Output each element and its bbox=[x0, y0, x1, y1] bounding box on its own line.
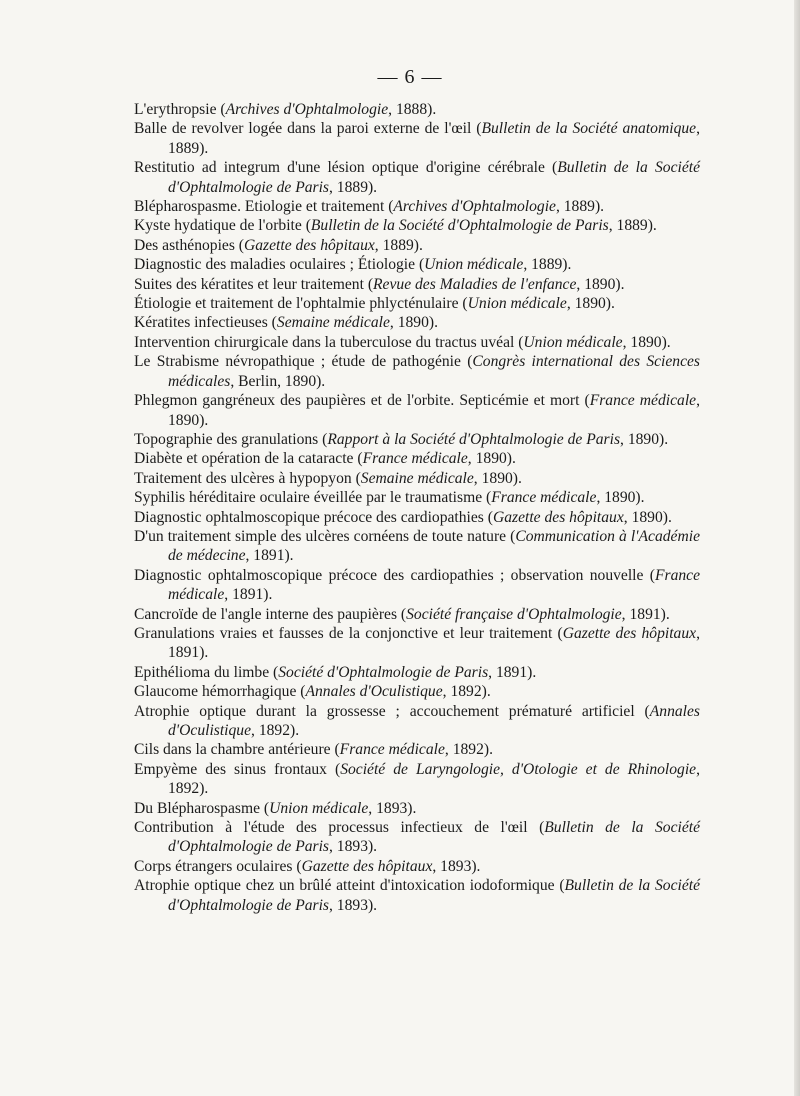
entry-text: , 1890). bbox=[620, 430, 669, 448]
bibliography-entry bbox=[134, 430, 700, 449]
entry-source: Union médicale bbox=[269, 799, 369, 817]
entry-text: Du Blépharospasme ( bbox=[134, 799, 270, 817]
entry-text: , 1888). bbox=[388, 101, 437, 118]
entry-text: , 1893). bbox=[368, 799, 417, 817]
entry-text: Restitutio ad integrum d'une lésion optique d'origine cérébrale ( bbox=[134, 159, 558, 177]
bibliography-entry bbox=[134, 100, 700, 119]
entry-text: , 1889). bbox=[608, 217, 657, 235]
bibliography-entry bbox=[134, 333, 700, 352]
entry-source: Gazette des hôpitaux bbox=[562, 624, 697, 642]
entry-text: Contribution à l'étude des processus infectieux de l'œil ( bbox=[134, 819, 545, 837]
bibliography-entry bbox=[134, 294, 700, 313]
bibliography-entry bbox=[134, 624, 700, 663]
entry-text: Diagnostic des maladies oculaires ; Étiologie ( bbox=[134, 256, 425, 274]
entry-text: , 1893). bbox=[432, 857, 481, 875]
bibliography-entry bbox=[134, 508, 700, 527]
entry-text: , 1890). bbox=[467, 450, 516, 468]
entry-source: Union médicale bbox=[467, 295, 567, 313]
entry-text: , 1889). bbox=[168, 120, 700, 157]
bibliography-entry bbox=[134, 236, 700, 255]
entry-source: Annales d'Oculistique bbox=[305, 683, 443, 701]
page-number: — 6 — bbox=[377, 66, 443, 88]
entry-text: Topographie des granulations ( bbox=[134, 430, 328, 448]
entry-text: Empyème des sinus frontaux ( bbox=[134, 760, 341, 778]
entry-text: Granulations vraies et fausses de la conjonctive et leur traitement ( bbox=[134, 624, 563, 642]
bibliography-entry bbox=[134, 158, 700, 197]
entry-source: Société de Laryngologie, d'Otologie et de Rhinologie bbox=[340, 760, 697, 778]
entry-source: Union médicale bbox=[523, 333, 623, 351]
entry-text: , 1891). bbox=[488, 663, 537, 681]
entry-text: , 1890). bbox=[623, 508, 672, 526]
entry-source: Bulletin de la Société d'Ophtalmologie de Paris bbox=[168, 877, 700, 914]
entry-text: Syphilis héréditaire oculaire éveillée par le traumatisme ( bbox=[134, 489, 492, 507]
entry-text: Kyste hydatique de l'orbite ( bbox=[134, 217, 311, 235]
entry-source: France médicale bbox=[589, 392, 697, 410]
entry-text: D'un traitement simple des ulcères cornéens de toute nature ( bbox=[134, 527, 516, 545]
entry-text: Des asthénopies ( bbox=[134, 236, 244, 254]
entry-text: Phlegmon gangréneux des paupières et de l'orbite. Septicémie et mort ( bbox=[134, 392, 590, 410]
entry-source: Revue des Maladies de l'enfance bbox=[373, 275, 577, 293]
entry-source: Archives d'Ophtalmologie bbox=[225, 101, 389, 118]
entry-text: Cancroïde de l'angle interne des paupières ( bbox=[134, 605, 407, 623]
entry-text: , 1890). bbox=[168, 392, 700, 429]
entry-text: , 1891). bbox=[621, 605, 670, 623]
entry-source: Bulletin de la Société d'Ophtalmologie de Paris bbox=[168, 159, 700, 196]
entry-text: , 1889). bbox=[523, 256, 572, 274]
entry-text: Kératites infectieuses ( bbox=[134, 314, 277, 332]
entry-text: Le Strabisme névropathique ; étude de pathogénie ( bbox=[134, 353, 473, 371]
entry-text: , 1892). bbox=[444, 741, 493, 759]
bibliography-entry bbox=[134, 663, 700, 682]
entry-text: , 1892). bbox=[168, 760, 700, 798]
entry-text: Traitement des ulcères à hypopyon ( bbox=[134, 469, 361, 487]
entry-text: Balle de revolver logée dans la paroi externe de l'œil ( bbox=[134, 120, 482, 138]
entry-text: Diagnostic ophtalmoscopique précoce des cardiopathies ( bbox=[134, 508, 493, 526]
entry-text: Cils dans la chambre antérieure ( bbox=[134, 741, 340, 759]
entry-source: Semaine médicale bbox=[276, 314, 390, 332]
bibliography-entry bbox=[134, 818, 700, 857]
entry-source: Semaine médicale bbox=[360, 469, 474, 487]
entry-text: , 1891). bbox=[168, 624, 700, 662]
entry-text: L'erythropsie ( bbox=[134, 101, 226, 118]
entry-text: , 1890). bbox=[596, 489, 645, 507]
bibliography-entry bbox=[134, 740, 700, 759]
bibliography-entry bbox=[134, 566, 700, 605]
entry-text: Blépharospasme. Etiologie et traitement ( bbox=[134, 198, 394, 216]
entry-text: Diagnostic ophtalmoscopique précoce des cardiopathies ; observation nouvelle ( bbox=[134, 566, 655, 584]
entry-text: , 1890). bbox=[566, 295, 615, 313]
bibliography-entry bbox=[134, 605, 700, 624]
entry-source: Bulletin de la Société d'Ophtalmologie de Paris bbox=[310, 217, 609, 235]
entry-source: Gazette des hôpitaux bbox=[301, 857, 433, 875]
bibliography-entry bbox=[134, 197, 700, 216]
bibliography-entry bbox=[134, 527, 700, 566]
entry-text: , 1893). bbox=[329, 838, 378, 856]
bibliography-entry bbox=[134, 799, 700, 818]
entry-text: Atrophie optique durant la grossesse ; accouchement prématuré artificiel ( bbox=[134, 702, 650, 720]
bibliography-entry bbox=[134, 702, 700, 741]
entry-source: Gazette des hôpitaux bbox=[244, 236, 375, 254]
entry-text: Corps étrangers oculaires ( bbox=[134, 857, 302, 875]
entry-source: Bulletin de la Société anatomique bbox=[481, 120, 697, 138]
entry-source: Gazette des hôpitaux bbox=[492, 508, 624, 526]
entry-text: Epithélioma du limbe ( bbox=[134, 663, 279, 681]
entry-text: , 1890). bbox=[622, 333, 671, 351]
bibliography-entry bbox=[134, 119, 700, 158]
bibliography-entry bbox=[134, 876, 700, 915]
entry-source: France médicale bbox=[168, 566, 700, 604]
entry-source: Union médicale bbox=[424, 256, 524, 274]
entry-text: , 1889). bbox=[374, 236, 423, 254]
entry-text: , 1891). bbox=[224, 586, 273, 604]
entry-text: Atrophie optique chez un brûlé atteint d'intoxication iodoformique ( bbox=[134, 877, 565, 895]
bibliography-entry bbox=[134, 682, 700, 701]
entry-source: Bulletin de la Société d'Ophtalmologie de Paris bbox=[168, 819, 700, 856]
bibliography-entry bbox=[134, 760, 700, 799]
entry-text: Diabète et opération de la cataracte ( bbox=[134, 450, 363, 468]
bibliography-entry bbox=[134, 352, 700, 391]
entry-text: , 1891). bbox=[245, 547, 294, 565]
entry-source: Rapport à la Société d'Ophtalmologie de Paris bbox=[327, 430, 621, 448]
entry-text: , 1889). bbox=[329, 178, 378, 196]
entry-source: France médicale bbox=[339, 741, 445, 759]
entry-text: Étiologie et traitement de l'ophtalmie phlycténulaire ( bbox=[134, 295, 468, 313]
entry-source: Congrès international des Sciences médicales bbox=[168, 353, 700, 390]
bibliography-entry bbox=[134, 313, 700, 332]
entry-text: Glaucome hémorrhagique ( bbox=[134, 683, 306, 701]
entry-text: Intervention chirurgicale dans la tuberculose du tractus uvéal ( bbox=[134, 333, 524, 351]
page-edge-shadow bbox=[794, 0, 800, 1096]
entry-source: France médicale bbox=[491, 489, 597, 507]
entry-source: France médicale bbox=[362, 450, 468, 468]
entry-text: , 1890). bbox=[389, 314, 438, 332]
entry-text: , 1890). bbox=[576, 275, 625, 293]
bibliography-entry bbox=[134, 275, 700, 294]
bibliography-entry bbox=[134, 857, 700, 876]
entry-source: Société française d'Ophtalmologie bbox=[406, 605, 622, 623]
bibliography-entry bbox=[134, 216, 700, 235]
entry-text: Suites des kératites et leur traitement ( bbox=[134, 275, 374, 293]
bibliography-entry bbox=[134, 391, 700, 430]
entry-text: , 1892). bbox=[442, 683, 491, 701]
entry-text: , 1889). bbox=[555, 198, 605, 216]
entry-source: Annales d'Oculistique bbox=[168, 702, 700, 739]
entry-source: Archives d'Ophtalmologie bbox=[393, 198, 556, 216]
entry-source: Société d'Ophtalmologie de Paris bbox=[278, 663, 489, 681]
bibliography-entry bbox=[134, 449, 700, 468]
bibliography-entry bbox=[134, 255, 700, 274]
bibliography-list bbox=[134, 100, 700, 915]
entry-text: , 1892). bbox=[251, 722, 300, 739]
entry-text: , Berlin, 1890). bbox=[230, 372, 326, 390]
entry-text: , 1893). bbox=[329, 896, 378, 914]
entry-source: Communication à l'Académie de médecine bbox=[168, 527, 700, 565]
bibliography-entry bbox=[134, 488, 700, 507]
bibliography-entry bbox=[134, 469, 700, 488]
entry-text: , 1890). bbox=[473, 469, 522, 487]
